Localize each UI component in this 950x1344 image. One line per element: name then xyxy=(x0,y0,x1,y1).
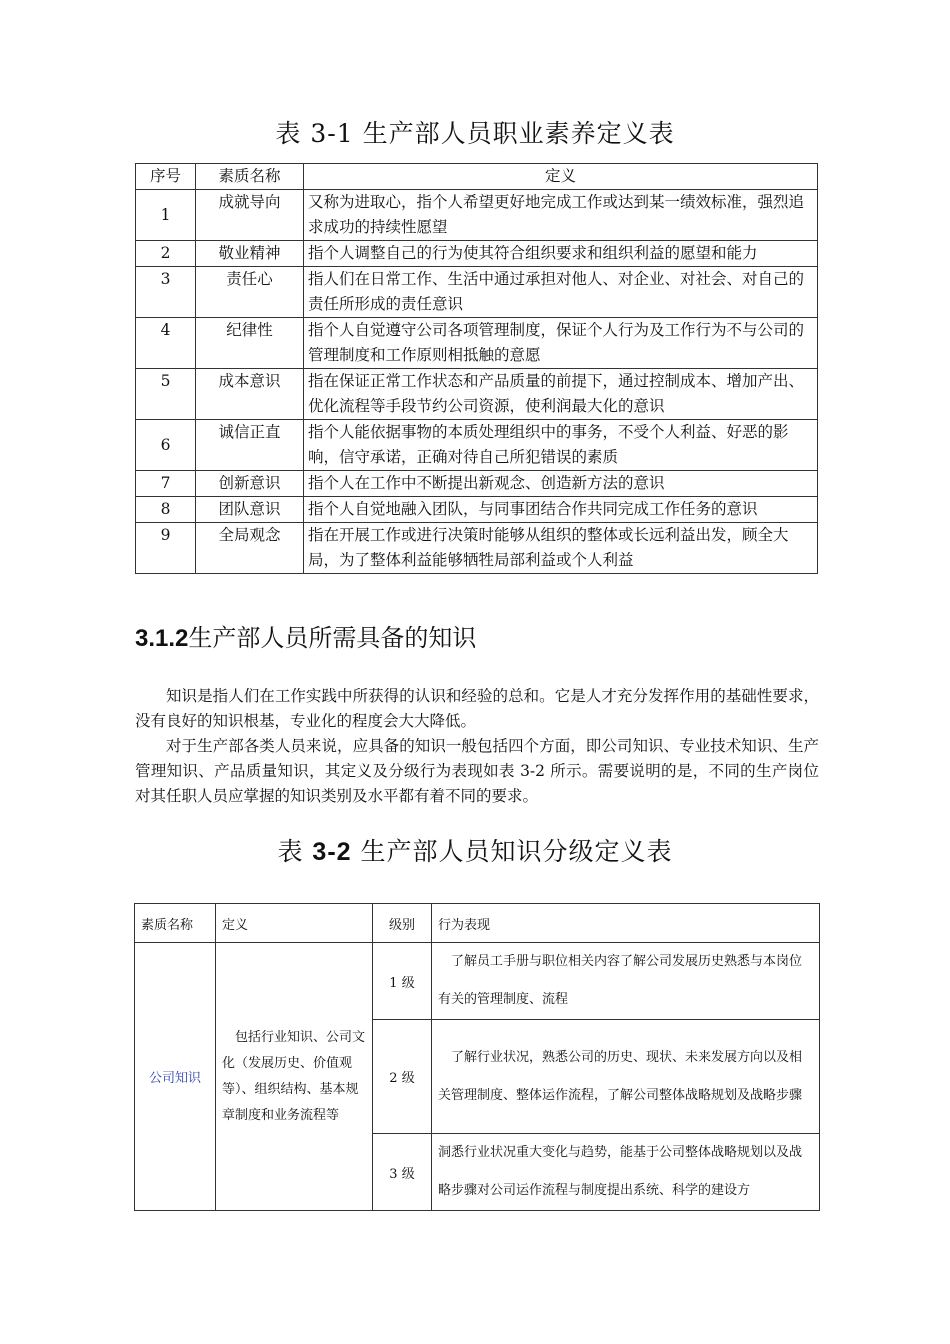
row-no: 9 xyxy=(136,523,196,574)
row-name: 成本意识 xyxy=(196,369,304,420)
category-definition xyxy=(216,943,373,1211)
row-name: 创新意识 xyxy=(196,471,304,497)
header-no: 序号 xyxy=(136,164,196,190)
header-name: 素质名称 xyxy=(135,904,216,943)
row-no: 7 xyxy=(136,471,196,497)
table-header-row xyxy=(135,904,820,943)
table2-title-text: 生产部人员知识分级定义表 xyxy=(360,837,673,866)
row-no: 2 xyxy=(136,241,196,267)
level-label: 3 级 xyxy=(373,1134,432,1211)
row-no: 6 xyxy=(136,420,196,471)
paragraph: 对于生产部各类人员来说，应具备的知识一般包括四个方面，即公司知识、专业技术知识、生产管理知识、产品质量知识，其定义及分级行为表现如表 3-2 所示。需要说明的是，不同的生产岗位对其任职人员应掌握的知识类别及水平都有着不同的要求。 xyxy=(135,737,819,805)
row-definition: 指个人调整自己的行为使其符合组织要求和组织利益的愿望和能力 xyxy=(304,241,818,267)
row-no: 3 xyxy=(136,267,196,318)
row-no: 4 xyxy=(136,318,196,369)
row-definition: 指个人自觉地融入团队，与同事团结合作共同完成工作任务的意识 xyxy=(304,497,818,523)
row-no: 5 xyxy=(136,369,196,420)
table-row xyxy=(135,943,820,1020)
row-definition: 指人们在日常工作、生活中通过承担对他人、对企业、对社会、对自己的责任所形成的责任意识 xyxy=(304,267,818,318)
header-name: 素质名称 xyxy=(196,164,304,190)
row-name: 全局观念 xyxy=(196,523,304,574)
row-definition: 又称为进取心，指个人希望更好地完成工作或达到某一绩效标准，强烈追求成功的持续性愿望 xyxy=(304,190,818,241)
level-label: 2 级 xyxy=(373,1020,432,1134)
header-definition: 定义 xyxy=(216,904,373,943)
row-definition: 指在开展工作或进行决策时能够从组织的整体或长远利益出发，顾全大局，为了整体利益能够牺牲局部利益或个人利益 xyxy=(304,523,818,574)
table1-title: 表 3-1 生产部人员职业素养定义表 xyxy=(275,119,675,148)
row-no: 1 xyxy=(136,190,196,241)
table1 xyxy=(135,163,818,574)
level-behavior: 了解员工手册与职位相关内容了解公司发展历史熟悉与本岗位有关的管理制度、流程 xyxy=(432,943,820,1020)
section-title: 生产部人员所需具备的知识 xyxy=(188,624,477,652)
table2-title xyxy=(0,832,950,868)
header-definition: 定义 xyxy=(304,164,818,190)
row-name: 责任心 xyxy=(196,267,304,318)
paragraph: 知识是指人们在工作实践中所获得的认识和经验的总和。它是人才充分发挥作用的基础性要求，没有良好的知识根基，专业化的程度会大大降低。 xyxy=(135,687,819,730)
row-name: 敬业精神 xyxy=(196,241,304,267)
table-row xyxy=(136,471,818,497)
row-name: 团队意识 xyxy=(196,497,304,523)
row-name: 诚信正直 xyxy=(196,420,304,471)
table-row xyxy=(136,241,818,267)
category-name: 公司知识 xyxy=(135,943,216,1211)
table-row xyxy=(136,369,818,420)
category-definition-text: 包括行业知识、公司文化（发展历史、价值观等）、组织结构、基本规章制度和业务流程等 xyxy=(222,1029,366,1123)
table-row xyxy=(136,497,818,523)
header-behavior: 行为表现 xyxy=(432,904,820,943)
row-definition: 指个人能依据事物的本质处理组织中的事务，不受个人利益、好恶的影响，信守承诺，正确对待自己所犯错误的素质 xyxy=(304,420,818,471)
header-level: 级别 xyxy=(373,904,432,943)
table-row xyxy=(136,318,818,369)
section-heading xyxy=(135,618,476,653)
level-behavior: 了解行业状况，熟悉公司的历史、现状、未来发展方向以及相关管理制度、整体运作流程，了解公司整体战略规划及战略步骤 xyxy=(432,1020,820,1134)
row-name: 成就导向 xyxy=(196,190,304,241)
row-definition: 指个人自觉遵守公司各项管理制度，保证个人行为及工作行为不与公司的管理制度和工作原则相抵触的意愿 xyxy=(304,318,818,369)
table-row xyxy=(136,267,818,318)
row-definition: 指在保证正常工作状态和产品质量的前提下，通过控制成本、增加产出、优化流程等手段节约公司资源，使利润最大化的意识 xyxy=(304,369,818,420)
section-number: 3.1.2 xyxy=(135,625,189,652)
table-row xyxy=(136,420,818,471)
row-no: 8 xyxy=(136,497,196,523)
table2-title-number: 3-2 xyxy=(312,838,352,866)
table2 xyxy=(134,903,820,1211)
table-row xyxy=(136,523,818,574)
table-row xyxy=(136,190,818,241)
row-name: 纪律性 xyxy=(196,318,304,369)
level-behavior: 洞悉行业状况重大变化与趋势，能基于公司整体战略规划以及战略步骤对公司运作流程与制度提出系统、科学的建设方 xyxy=(432,1134,820,1211)
table-header-row xyxy=(136,164,818,190)
level-label: 1 级 xyxy=(373,943,432,1020)
table2-title-prefix: 表 xyxy=(277,837,304,866)
row-definition: 指个人在工作中不断提出新观念、创造新方法的意识 xyxy=(304,471,818,497)
